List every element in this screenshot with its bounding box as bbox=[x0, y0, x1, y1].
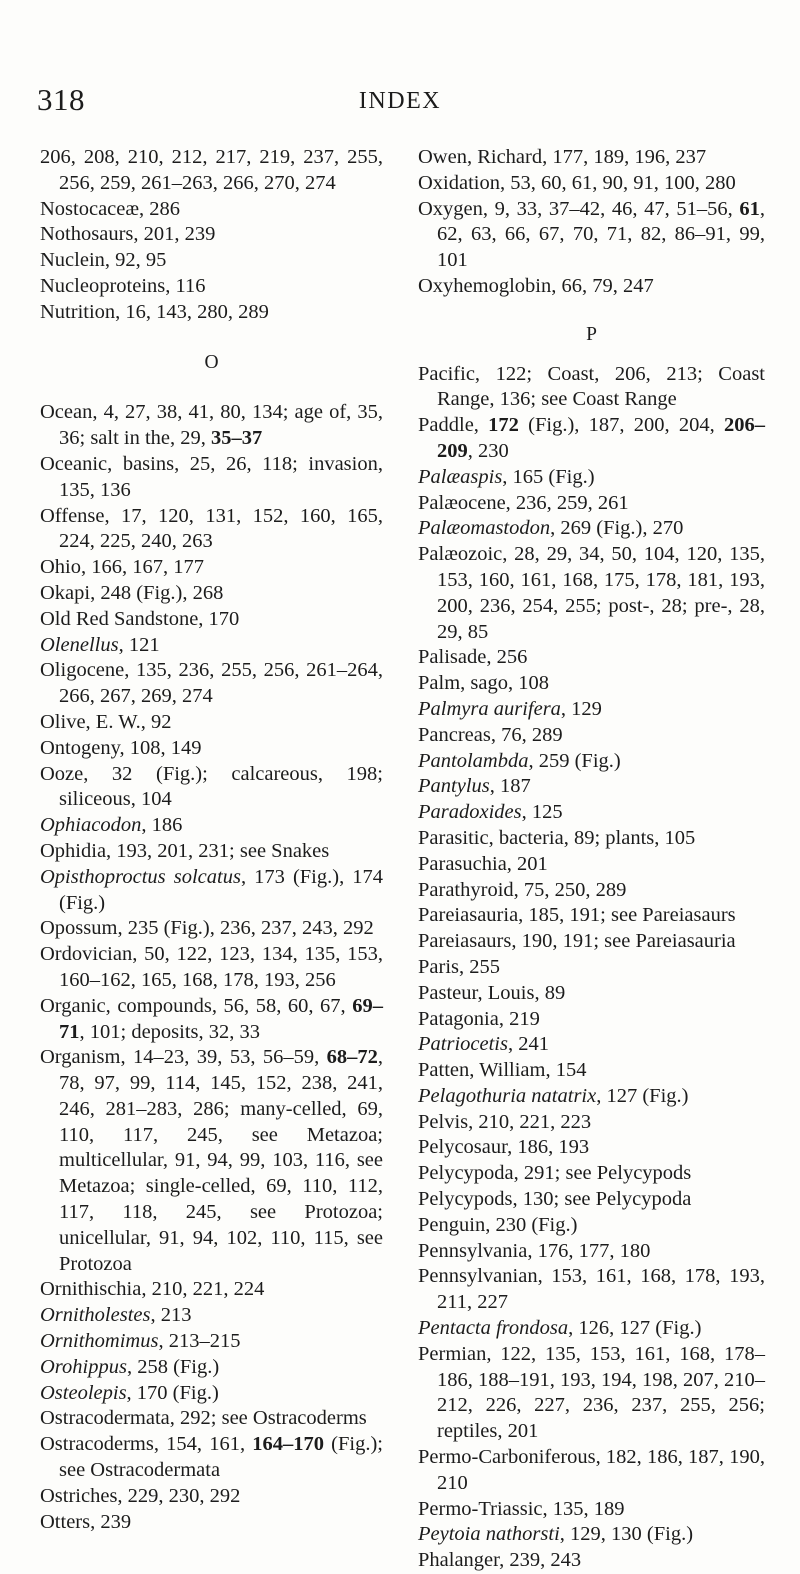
index-entry bbox=[418, 274, 765, 300]
entry-text: Patagonia, 219 bbox=[418, 1007, 540, 1030]
entry-text: Permo-Carboniferous, 182, 186, 187, 190, 210 bbox=[418, 1446, 765, 1494]
entry-text: , 187 bbox=[489, 775, 531, 798]
index-entry bbox=[40, 607, 383, 633]
entry-text: Olive, E. W., 92 bbox=[40, 710, 172, 733]
index-entry bbox=[418, 1342, 765, 1445]
entry-text: Nucleoproteins, 116 bbox=[40, 274, 206, 297]
index-entry bbox=[418, 516, 765, 542]
entry-text: Permo-Triassic, 135, 189 bbox=[418, 1497, 625, 1520]
entry-text: , 213 bbox=[150, 1304, 192, 1327]
index-entry bbox=[418, 1213, 765, 1239]
entry-text: Parasuchia, 201 bbox=[418, 852, 548, 875]
entry-text: , 165 (Fig.) bbox=[502, 465, 595, 488]
index-entry bbox=[418, 1032, 765, 1058]
index-entry bbox=[418, 645, 765, 671]
entry-term-italic: Ornitholestes bbox=[40, 1304, 151, 1327]
index-entry bbox=[40, 658, 383, 710]
entry-text: , 258 (Fig.) bbox=[126, 1355, 220, 1378]
index-entry bbox=[40, 994, 383, 1046]
index-entry bbox=[40, 633, 383, 659]
index-entry bbox=[40, 1277, 383, 1303]
entry-text: Ontogeny, 108, 149 bbox=[40, 736, 202, 759]
index-entry bbox=[40, 248, 383, 274]
entry-text: Pennsylvanian, 153, 161, 168, 178, 193, 211, 227 bbox=[418, 1265, 765, 1314]
index-entry bbox=[418, 1264, 765, 1316]
entry-text: , 241 bbox=[507, 1033, 549, 1056]
index-entry bbox=[418, 800, 765, 826]
index-entry bbox=[418, 929, 765, 955]
entry-pages-bold: 206–209 bbox=[437, 414, 766, 462]
index-entry bbox=[418, 171, 765, 197]
index-entry bbox=[418, 774, 765, 800]
entry-text: Organism, 14–23, 39, 53, 56–59, bbox=[40, 1046, 327, 1069]
entry-text: Nuclein, 92, 95 bbox=[40, 249, 167, 272]
entry-pages-bold: 35–37 bbox=[211, 427, 263, 450]
entry-pages-bold: 69–71 bbox=[59, 994, 383, 1043]
index-entry bbox=[418, 826, 765, 852]
entry-text: 206, 208, 210, 212, 217, 219, 237, 255, 256, 259, 261–263, 266, 270, 274 bbox=[40, 146, 383, 194]
entry-text: Permian, 122, 135, 153, 161, 168, 178–186, 188–191, 193, 194, 198, 207, 210–212, 226, 227, 236, 237, 255, 256; reptiles, 201 bbox=[418, 1342, 765, 1443]
page-number: 318 bbox=[37, 82, 85, 117]
index-entry bbox=[40, 274, 383, 300]
index-entry bbox=[418, 697, 765, 723]
entry-text: Oligocene, 135, 236, 255, 256, 261–264, 266, 267, 269, 274 bbox=[40, 659, 383, 708]
running-head: INDEX bbox=[358, 88, 442, 114]
index-entry bbox=[40, 581, 383, 607]
index-entry bbox=[418, 878, 765, 904]
index-entry bbox=[40, 222, 383, 248]
index-entry bbox=[40, 710, 383, 736]
entry-term-italic: Pantylus bbox=[418, 775, 490, 798]
entry-text: , 125 bbox=[521, 801, 563, 824]
entry-term-italic: Pentacta frondosa bbox=[418, 1317, 569, 1340]
entry-text: , 129, 130 (Fig.) bbox=[559, 1523, 694, 1546]
entry-text: , 127 (Fig.) bbox=[596, 1084, 689, 1107]
entry-text: Pelycypoda, 291; see Pelycypods bbox=[418, 1162, 692, 1185]
entry-text: , 269 (Fig.), 270 bbox=[550, 517, 684, 540]
entry-term-italic: Palmyra aurifera bbox=[418, 697, 561, 720]
index-entry bbox=[40, 736, 383, 762]
section-letter-heading: O bbox=[204, 351, 219, 373]
entry-text: , 62, 63, 66, 67, 70, 71, 82, 86–91, 99, 101 bbox=[437, 197, 765, 272]
index-entry bbox=[40, 400, 383, 452]
index-entry bbox=[40, 1432, 383, 1484]
entry-text: Organic, compounds, 56, 58, 60, 67, bbox=[40, 994, 353, 1017]
entry-term-italic: Palæaspis bbox=[418, 465, 503, 488]
index-entry bbox=[418, 145, 765, 171]
index-entry bbox=[418, 465, 765, 491]
index-entry bbox=[418, 749, 765, 775]
index-entry bbox=[418, 1187, 765, 1213]
entry-text: (Fig.), 187, 200, 204, bbox=[518, 414, 725, 437]
entry-text: Owen, Richard, 177, 189, 196, 237 bbox=[418, 146, 707, 168]
entry-term-italic: Paradoxides bbox=[418, 801, 522, 824]
entry-text: Parasitic, bacteria, 89; plants, 105 bbox=[418, 826, 696, 849]
section-letter-heading: P bbox=[586, 323, 597, 345]
entry-text: Pelycosaur, 186, 193 bbox=[418, 1136, 590, 1159]
index-entry bbox=[40, 813, 383, 839]
index-entry bbox=[40, 1484, 383, 1510]
entry-text: Pareiasauria, 185, 191; see Pareiasaurs bbox=[418, 904, 736, 927]
entry-text: Ohio, 166, 167, 177 bbox=[40, 556, 204, 579]
entry-text: , 121 bbox=[118, 633, 160, 656]
entry-pages-bold: 164–170 bbox=[252, 1433, 324, 1456]
index-entry bbox=[418, 903, 765, 929]
index-entry bbox=[40, 865, 383, 917]
entry-term-italic: Olenellus bbox=[40, 633, 119, 656]
index-entry bbox=[418, 1497, 765, 1523]
index-entry bbox=[40, 197, 383, 223]
entry-term-italic: Ornithomimus bbox=[40, 1330, 159, 1353]
index-entry bbox=[418, 1548, 765, 1574]
entry-text: Old Red Sandstone, 170 bbox=[40, 607, 240, 630]
entry-term-italic: Opisthoproctus solcatus bbox=[40, 865, 241, 888]
entry-text: , 101; deposits, 32, 33 bbox=[79, 1020, 261, 1043]
entry-text: , 259 (Fig.) bbox=[528, 749, 621, 772]
index-entry bbox=[40, 300, 383, 326]
entry-text: Ostracodermata, 292; see Ostracoderms bbox=[40, 1407, 367, 1430]
entry-text: Otters, 239 bbox=[40, 1510, 132, 1533]
entry-text: , 126, 127 (Fig.) bbox=[568, 1317, 702, 1340]
entry-text: , 230 bbox=[467, 439, 509, 462]
index-entry bbox=[418, 671, 765, 697]
index-entry bbox=[40, 942, 383, 994]
entry-text: Paddle, bbox=[418, 414, 489, 437]
entry-term-italic: Pelagothuria natatrix bbox=[418, 1084, 597, 1107]
entry-text: , 129 bbox=[560, 697, 602, 720]
index-entry bbox=[418, 1058, 765, 1084]
entry-text: , 78, 97, 99, 114, 145, 152, 238, 241, 246, 281–283, 286; many-celled, 69, 110, 117, 245, see Metazoa; multicellular, 91, 94, 99, 103, 116, see Metazoa; single-celled, 69, 110, 112, 117, 118, 245, see Protozoa; unicellular, 91, 94, 102, 110, 115, see Protozoa bbox=[59, 1046, 383, 1275]
entry-pages-bold: 61 bbox=[739, 197, 760, 220]
entry-pages-bold: 68–72 bbox=[326, 1046, 378, 1069]
index-entry bbox=[40, 1045, 383, 1277]
index-entry bbox=[418, 723, 765, 749]
entry-text: Pacific, 122; Coast, 206, 213; Coast Range, 136; see Coast Range bbox=[418, 362, 765, 411]
index-entry bbox=[40, 839, 383, 865]
index-entry bbox=[40, 762, 383, 814]
index-entry bbox=[418, 197, 765, 274]
entry-text: Nostocaceæ, 286 bbox=[40, 197, 181, 220]
entry-text: Pareiasaurs, 190, 191; see Pareiasauria bbox=[418, 930, 736, 953]
entry-text: Okapi, 248 (Fig.), 268 bbox=[40, 581, 224, 604]
entry-text: , 213–215 bbox=[158, 1330, 241, 1353]
entry-term-italic: Patriocetis bbox=[418, 1033, 508, 1056]
index-entry bbox=[418, 1316, 765, 1342]
entry-text: Oxidation, 53, 60, 61, 90, 91, 100, 280 bbox=[418, 171, 736, 194]
entry-text: Ocean, 4, 27, 38, 41, 80, 134; age of, 35, 36; salt in the, 29, bbox=[40, 401, 383, 450]
entry-text: Oceanic, basins, 25, 26, 118; invasion, 135, 136 bbox=[40, 452, 383, 501]
entry-pages-bold: 172 bbox=[488, 414, 519, 437]
index-entry bbox=[418, 1161, 765, 1187]
entry-text: , 170 (Fig.) bbox=[126, 1381, 219, 1404]
index-entry bbox=[40, 145, 383, 197]
entry-text: (Fig.); see Ostracodermata bbox=[59, 1433, 383, 1482]
index-entry bbox=[40, 452, 383, 504]
entry-text: Nothosaurs, 201, 239 bbox=[40, 223, 216, 246]
index-entry bbox=[40, 1303, 383, 1329]
entry-term-italic: Palæomastodon bbox=[418, 517, 551, 540]
index-entry bbox=[40, 1406, 383, 1432]
entry-text: Opossum, 235 (Fig.), 236, 237, 243, 292 bbox=[40, 917, 374, 940]
entry-text: Phalanger, 239, 243 bbox=[418, 1549, 582, 1572]
index-entry bbox=[418, 1239, 765, 1265]
entry-text: Ordovician, 50, 122, 123, 134, 135, 153, 160–162, 165, 168, 178, 193, 256 bbox=[40, 943, 383, 991]
index-column-left bbox=[40, 145, 383, 1535]
index-entry bbox=[40, 1329, 383, 1355]
index-entry bbox=[418, 955, 765, 981]
index-entry bbox=[40, 1510, 383, 1536]
entry-text: Parathyroid, 75, 250, 289 bbox=[418, 878, 627, 901]
entry-text: , 186 bbox=[141, 814, 183, 837]
index-entry bbox=[418, 362, 765, 414]
entry-text: Ostracoderms, 154, 161, bbox=[40, 1433, 253, 1456]
entry-text: Pancreas, 76, 289 bbox=[418, 723, 563, 746]
entry-term-italic: Pantolambda bbox=[418, 749, 529, 772]
index-entry bbox=[418, 413, 765, 465]
entry-text: Paris, 255 bbox=[418, 955, 500, 978]
index-entry bbox=[418, 491, 765, 517]
entry-text: Palisade, 256 bbox=[418, 646, 528, 669]
entry-text: Ooze, 32 (Fig.); calcareous, 198; siliceous, 104 bbox=[40, 762, 383, 811]
index-entry bbox=[40, 504, 383, 556]
entry-text: Offense, 17, 120, 131, 152, 160, 165, 224, 225, 240, 263 bbox=[40, 504, 383, 553]
entry-text: Pelvis, 210, 221, 223 bbox=[418, 1110, 592, 1133]
index-entry bbox=[418, 1522, 765, 1548]
entry-text: Ornithischia, 210, 221, 224 bbox=[40, 1278, 265, 1301]
entry-text: Ophidia, 193, 201, 231; see Snakes bbox=[40, 839, 330, 862]
entry-text: Nutrition, 16, 143, 280, 289 bbox=[40, 300, 269, 323]
index-entry bbox=[40, 1355, 383, 1381]
entry-text: Patten, William, 154 bbox=[418, 1059, 587, 1082]
index-entry bbox=[40, 1381, 383, 1407]
index-entry bbox=[418, 1084, 765, 1110]
entry-text: , 173 (Fig.), 174 (Fig.) bbox=[59, 865, 384, 914]
entry-text: Pelycypods, 130; see Pelycypoda bbox=[418, 1188, 692, 1211]
entry-text: Pennsylvania, 176, 177, 180 bbox=[418, 1239, 651, 1262]
index-column-right bbox=[418, 145, 765, 1574]
index-entry bbox=[40, 555, 383, 581]
index-entry bbox=[40, 916, 383, 942]
index-entry bbox=[418, 981, 765, 1007]
entry-text: Ostriches, 229, 230, 292 bbox=[40, 1484, 241, 1507]
entry-text: Oxyhemoglobin, 66, 79, 247 bbox=[418, 274, 654, 297]
index-entry bbox=[418, 1135, 765, 1161]
entry-term-italic: Orohippus bbox=[40, 1355, 127, 1378]
entry-term-italic: Ophiacodon bbox=[40, 814, 142, 837]
entry-text: Pasteur, Louis, 89 bbox=[418, 981, 566, 1004]
index-entry bbox=[418, 1007, 765, 1033]
index-entry bbox=[418, 852, 765, 878]
index-entry bbox=[418, 1445, 765, 1497]
entry-term-italic: Peytoia nathorsti bbox=[418, 1523, 560, 1546]
entry-text: Palæozoic, 28, 29, 34, 50, 104, 120, 135, 153, 160, 161, 168, 175, 178, 181, 193, 200, 236, 254, 255; post-, 28; pre-, 28, 29, 85 bbox=[418, 543, 765, 643]
index-entry bbox=[418, 542, 765, 645]
entry-text: Penguin, 230 (Fig.) bbox=[418, 1213, 578, 1236]
entry-term-italic: Osteolepis bbox=[40, 1381, 127, 1404]
entry-text: Palæocene, 236, 259, 261 bbox=[418, 491, 629, 514]
entry-text: Oxygen, 9, 33, 37–42, 46, 47, 51–56, bbox=[418, 197, 740, 220]
index-entry bbox=[418, 1110, 765, 1136]
entry-text: Palm, sago, 108 bbox=[418, 672, 549, 695]
